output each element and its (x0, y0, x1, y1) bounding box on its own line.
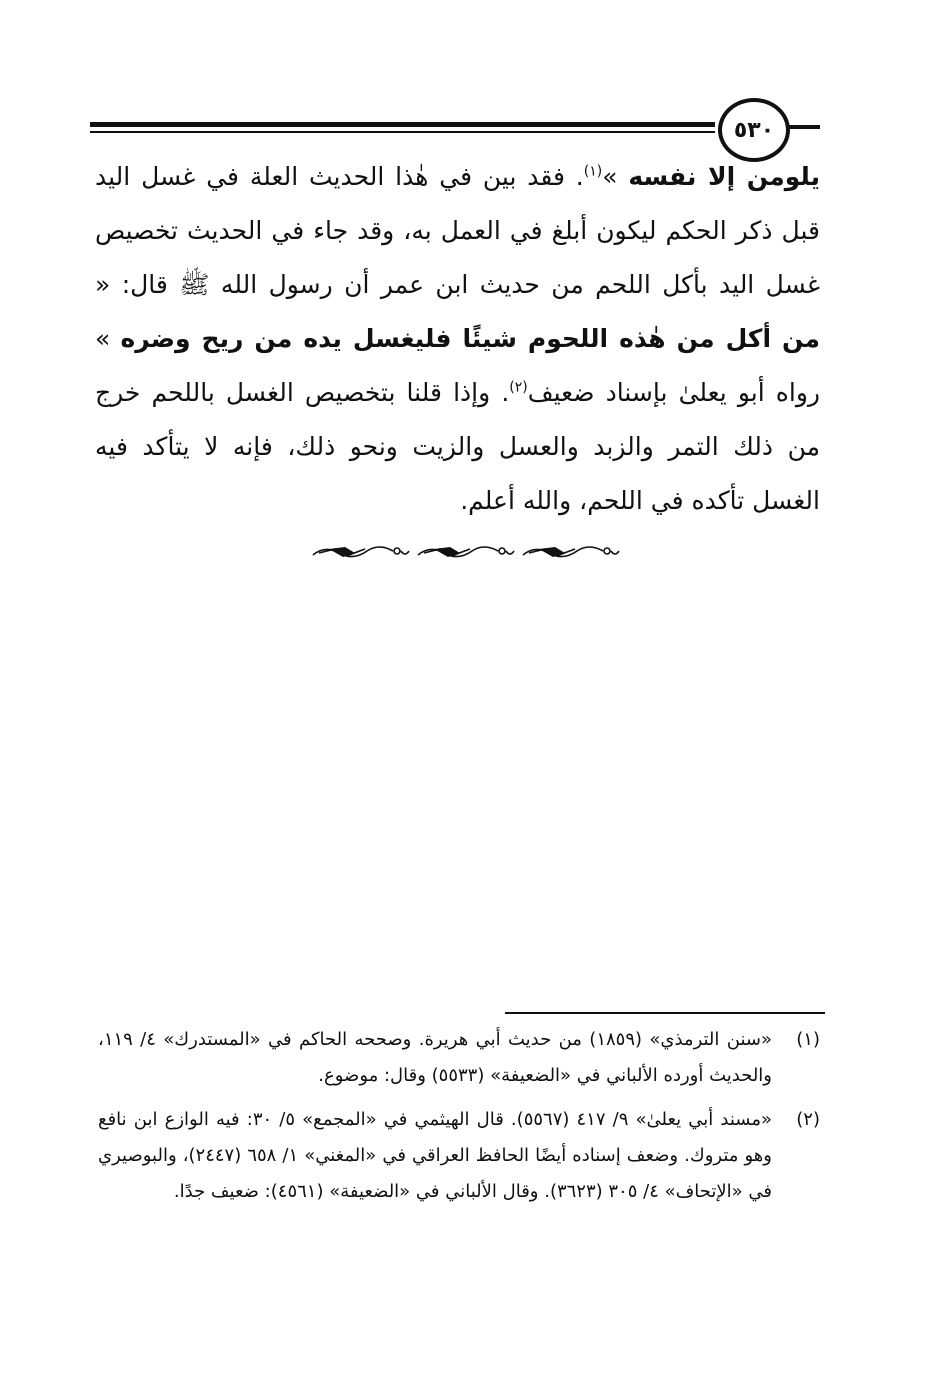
header-rule-thick (90, 122, 715, 127)
footnote-1 (98, 1022, 820, 1094)
footnote-separator (505, 1012, 825, 1014)
footnote-text: «مسند أبي يعلىٰ» ٩/ ٤١٧ (٥٥٦٧). قال الهيثمي في «المجمع» ٥/ ٣٠: فيه الوازع ابن نافع وهو متروك. وضعف إسناده أيضًا الحافظ العراقي في «المغني» ١/ ٦٥٨ (٢٤٤٧)، والبوصيري في «الإتحاف» ٤/ ٣٠٥ (٣٦٢٣). وقال الألباني في «الضعيفة» (٤٥٦١): ضعيف جدًا. (98, 1109, 772, 1202)
footnote-ref-1[interactable]: (١) (583, 163, 603, 180)
header-rule-thin (90, 131, 715, 133)
hadith-quote-2: من أكل من هٰذه اللحوم شيئًا فليغسل يده من ريح وضره (120, 324, 821, 353)
text-segment: » (602, 162, 629, 191)
footnote-text: «سنن الترمذي» (١٨٥٩) من حديث أبي هريرة. وصححه الحاكم في «المستدرك» ٤/ ١١٩، والحديث أورده الألباني في «الضعيفة» (٥٥٣٣) وقال: موضوع. (98, 1029, 773, 1086)
footnote-2 (98, 1102, 820, 1210)
page-number: ٥٣٠ (718, 98, 790, 162)
section-divider-ornament (305, 537, 620, 567)
footnote-number: (٢) (796, 1109, 820, 1130)
footnote-ref-2[interactable]: (٢) (509, 379, 528, 396)
text-segment: » رواه أبو يعلىٰ بإسناد ضعيف (95, 324, 820, 407)
footnote-number: (١) (796, 1029, 820, 1050)
text-segment: . فقد بين في هٰذا الحديث العلة في غسل اليد قبل ذكر الحكم ليكون أبلغ في العمل به، وقد جاء في الحديث تخصيص غسل اليد بأكل اللحم من حديث ابن عمر أن رسول الله ﷺ قال: « (95, 162, 820, 299)
hadith-quote-1: يلومن إلا نفسه (628, 162, 820, 191)
text-segment: . وإذا قلنا بتخصيص الغسل باللحم خرج من ذلك التمر والزبد والعسل والزيت ونحو ذلك، فإنه لا يتأكد فيه الغسل تأكده في اللحم، والله أعلم. (95, 378, 820, 515)
main-paragraph (95, 150, 820, 528)
footnotes (98, 1022, 820, 1218)
